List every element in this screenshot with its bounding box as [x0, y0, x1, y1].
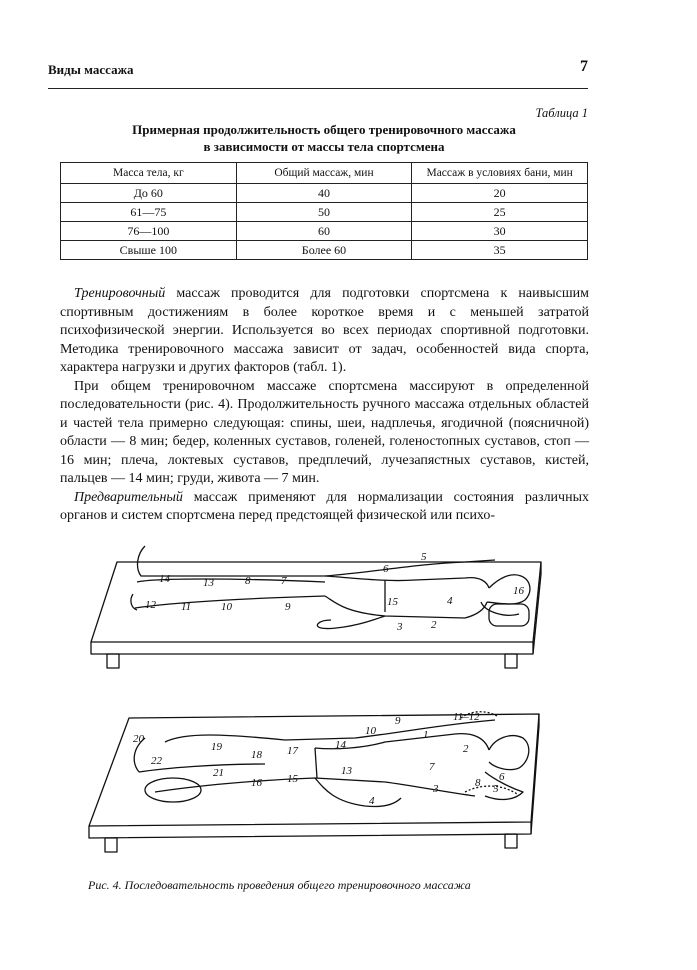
figure-label: 15: [387, 596, 398, 608]
table-cell: 76—100: [61, 222, 237, 241]
table-cell: 50: [236, 203, 412, 222]
table-cell: 61—75: [61, 203, 237, 222]
table-title-line-1: Примерная продолжительность общего тренировочного массажа: [132, 122, 516, 137]
figure-label: 5: [493, 783, 499, 795]
figure-label: 6: [499, 771, 505, 783]
figure-label: 7: [281, 575, 287, 587]
figure-label: 21: [213, 767, 224, 779]
table-title-line-2: в зависимости от массы тела спортсмена: [203, 139, 445, 154]
table-header-row: [61, 163, 588, 184]
massage-sequence-figure: [85, 542, 545, 870]
paragraph-training: [60, 285, 589, 378]
running-title: Виды массажа: [48, 62, 134, 77]
figure-label: 18: [251, 749, 262, 761]
figure-label: 14: [159, 573, 170, 585]
column-header: Общий массаж, мин: [236, 163, 412, 184]
column-header: Массаж в условиях бани, мин: [412, 163, 588, 184]
paragraph-preliminary: [60, 489, 589, 526]
figure-label: 17: [287, 745, 298, 757]
table-row: [61, 241, 588, 260]
table-cell: Более 60: [236, 241, 412, 260]
column-header: Масса тела, кг: [61, 163, 237, 184]
term-preliminary: Предварительный: [74, 489, 183, 505]
table-cell: Свыше 100: [61, 241, 237, 260]
figure-label: 8: [245, 575, 251, 587]
term-training: Тренировочный: [74, 286, 166, 301]
figure-label: 3: [433, 783, 439, 795]
table-row: [61, 203, 588, 222]
figure-label: 16: [513, 585, 524, 597]
table-cell: 35: [412, 241, 588, 260]
figure-label: 10: [221, 601, 232, 613]
figure-label: 9: [395, 715, 401, 727]
figure-label: 11: [181, 601, 192, 613]
table-row: [61, 184, 588, 203]
figure-label: 20: [133, 733, 144, 745]
paragraph-sequence: При общем тренировочном массаже спортсмена массируют в определенной последовательности (рис. 4). Продолжительность ручного массажа отдельных областей и частей тела примерно следующая: спины, шеи, надплечья, ягодичной (поясничной) области — 8 мин; бедер, коленных суставов, голеней, голеностопных суставов, стоп — 16 мин; плеча, локтевых суставов, предплечий, лучезапястных суставов, кистей, пальцев — 14 мин; груди, живота — 7 мин.: [60, 378, 589, 486]
table-cell: 40: [236, 184, 412, 203]
table-title: [60, 121, 588, 155]
figure-drawing: [85, 542, 545, 870]
figure-caption: Рис. 4. Последовательность проведения общего тренировочного массажа: [88, 878, 471, 892]
top-figure-labels: [145, 551, 525, 633]
table-cell: 60: [236, 222, 412, 241]
figure-label: 3: [397, 621, 403, 633]
figure-label: 6: [383, 563, 389, 575]
table-label: Таблица 1: [535, 106, 588, 120]
figure-label: 2: [463, 743, 469, 755]
figure-label: 19: [211, 741, 222, 753]
figure-label: 13: [341, 765, 352, 777]
body-text: [60, 285, 589, 526]
table-row: [61, 222, 588, 241]
figure-label: 22: [151, 755, 162, 767]
figure-label: 11–12: [453, 711, 480, 723]
figure-label: 12: [145, 599, 156, 611]
prone-person: [134, 712, 529, 807]
page-header: [48, 58, 588, 82]
figure-label: 15: [287, 773, 298, 785]
figure-label: 14: [335, 739, 346, 751]
table-cell: До 60: [61, 184, 237, 203]
figure-label: 2: [431, 619, 437, 631]
table-cell: 30: [412, 222, 588, 241]
figure-label: 8: [475, 777, 481, 789]
table-cell: 25: [412, 203, 588, 222]
paragraph-text: массаж проводится для подготовки спортсмена к наивысшим спортивным достижениям в более короткое время и с меньшей затратой психофизической энергии. Используется во всех периодах спортивной подготовки. Методика тренировочного массажа зависит от задач, особенностей вида спорта, характера нагрузки и других факторов (табл. 1).: [60, 286, 589, 375]
table-cell: 20: [412, 184, 588, 203]
duration-table: [60, 162, 588, 260]
figure-label: 7: [429, 761, 435, 773]
figure-label: 13: [203, 577, 214, 589]
figure-label: 10: [365, 725, 376, 737]
figure-label: 4: [447, 595, 453, 607]
paragraph-text: массаж применяют для нормализации состояния различных органов и систем спортсмена перед предстоящей физической или психо-: [60, 489, 589, 523]
header-rule: [48, 88, 588, 89]
supine-person: [131, 546, 530, 629]
page-number: 7: [580, 58, 588, 75]
figure-label: 9: [285, 601, 291, 613]
figure-label: 5: [421, 551, 427, 563]
figure-label: 4: [369, 795, 375, 807]
figure-label: 16: [251, 777, 262, 789]
figure-label: 1: [423, 729, 429, 741]
